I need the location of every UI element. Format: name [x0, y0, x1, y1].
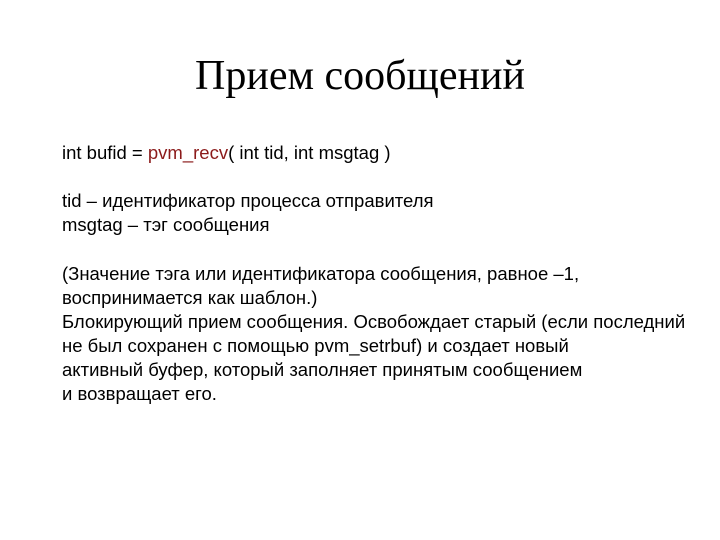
signature-prefix: int bufid = [62, 142, 148, 163]
description-line: (Значение тэга или идентификатора сообщения, равное –1, [62, 263, 580, 284]
signature-suffix: ( int tid, int msgtag ) [228, 142, 391, 163]
function-name: pvm_recv [147, 142, 229, 163]
description-block [62, 262, 685, 406]
description-line: воспринимается как шаблон.) [62, 287, 318, 308]
slide-title: Прием сообщений [195, 53, 525, 99]
description-line: активный буфер, который заполняет принятым сообщением [62, 359, 583, 380]
function-signature [62, 141, 391, 165]
description-line: Блокирующий прием сообщения. Освобождает старый (если последний [62, 311, 686, 332]
description-line: и возвращает его. [62, 383, 217, 404]
param-tid-description: tid – идентификатор процесса отправителя [62, 190, 434, 211]
param-msgtag-description: msgtag – тэг сообщения [62, 214, 270, 235]
description-line: не был сохранен с помощью pvm_setrbuf) и создает новый [62, 335, 569, 356]
